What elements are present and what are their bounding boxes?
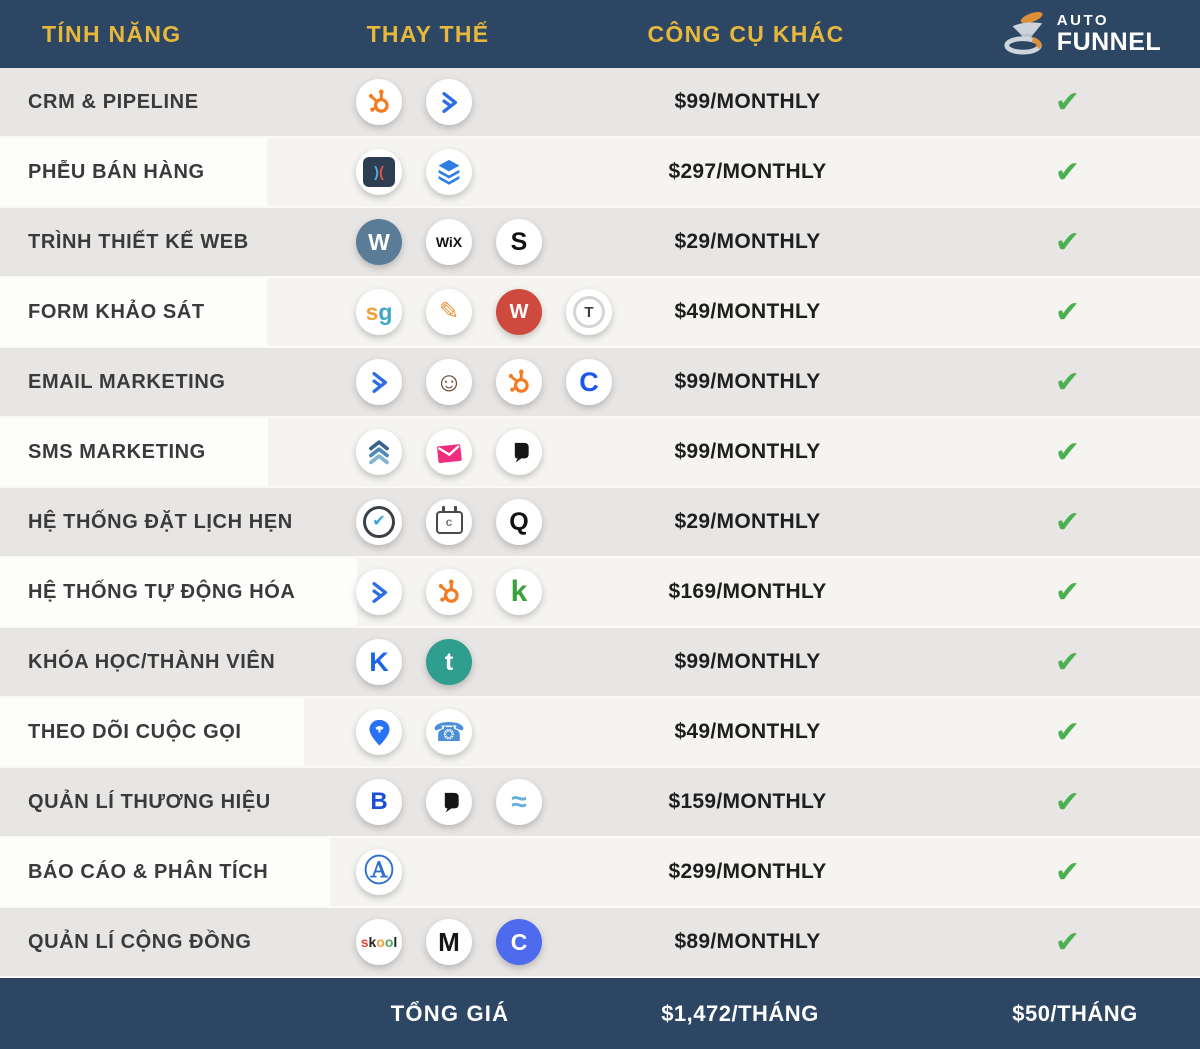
birdeye-icon: B <box>356 779 402 825</box>
feature-label: SMS MARKETING <box>28 440 206 463</box>
replacement-icons <box>350 208 620 276</box>
price-label: $99/MONTHLY <box>674 650 821 673</box>
price-label: $29/MONTHLY <box>674 510 821 533</box>
replacement-icons <box>350 838 620 906</box>
feature-label: THEO DÕI CUỘC GỌI <box>28 720 242 743</box>
wufoo-icon: W <box>496 289 542 335</box>
feature-label-band <box>0 278 267 346</box>
replacement-icons <box>350 908 620 976</box>
pink-envelope-icon <box>426 429 472 475</box>
table-row <box>0 628 1200 698</box>
table-row <box>0 348 1200 418</box>
price-label: $49/MONTHLY <box>674 720 821 743</box>
price-label: $89/MONTHLY <box>674 930 821 953</box>
table-row <box>0 698 1200 768</box>
feature-label: HỆ THỐNG TỰ ĐỘNG HÓA <box>28 580 296 603</box>
column-header-feature: TÍNH NĂNG <box>42 20 182 47</box>
feature-label-band <box>0 138 267 206</box>
total-label: TỔNG GIÁ <box>390 1000 510 1026</box>
circle-icon: C <box>496 919 542 965</box>
table-row <box>0 768 1200 838</box>
feature-label: QUẢN LÍ CỘNG ĐỒNG <box>28 930 252 953</box>
hubspot-icon <box>356 79 402 125</box>
hubspot-icon <box>496 359 542 405</box>
table-row <box>0 278 1200 348</box>
feature-label: FORM KHẢO SÁT <box>28 300 205 323</box>
acuity-q-icon: Q <box>496 499 542 545</box>
feature-label-band <box>0 68 261 136</box>
feature-label: EMAIL MARKETING <box>28 370 226 393</box>
check-icon: ✔ <box>1054 85 1081 119</box>
check-icon: ✔ <box>1054 715 1081 749</box>
price-label: $99/MONTHLY <box>674 370 821 393</box>
check-icon: ✔ <box>1054 435 1081 469</box>
funnel-logo-icon <box>999 9 1049 60</box>
table-row <box>0 488 1200 558</box>
teachable-icon: t <box>426 639 472 685</box>
replacement-icons <box>350 628 620 696</box>
hubspot-icon <box>426 569 472 615</box>
check-icon: ✔ <box>1054 155 1081 189</box>
column-header-other-tools: CÔNG CỤ KHÁC <box>647 20 845 47</box>
replacement-icons <box>350 278 620 346</box>
wordpress-icon: W <box>356 219 402 265</box>
activecampaign-icon <box>356 569 402 615</box>
keap-icon: k <box>496 569 542 615</box>
price-label: $29/MONTHLY <box>674 230 821 253</box>
feature-label-band <box>0 908 314 976</box>
triple-chevron-icon <box>356 429 402 475</box>
table-row <box>0 418 1200 488</box>
feature-label-band <box>0 768 333 836</box>
typeform-icon: T <box>566 289 612 335</box>
replacement-icons <box>350 698 620 766</box>
replacement-icons <box>350 418 620 486</box>
kajabi-icon: K <box>356 639 402 685</box>
setmore-check-icon: ✔ <box>356 499 402 545</box>
clickfunnels-icon: ) ( <box>356 149 402 195</box>
surveygizmo-icon: s g <box>356 289 402 335</box>
brand-logo <box>986 9 1200 60</box>
wix-icon: WiX <box>426 219 472 265</box>
feature-label: CRM & PIPELINE <box>28 90 199 113</box>
table-header <box>0 0 1200 68</box>
feature-label-band <box>0 488 355 556</box>
check-icon: ✔ <box>1054 295 1081 329</box>
logo-text <box>1057 13 1161 55</box>
podium-icon <box>496 429 542 475</box>
podium-icon <box>426 779 472 825</box>
price-label: $99/MONTHLY <box>674 440 821 463</box>
check-icon: ✔ <box>1054 365 1081 399</box>
replacement-icons <box>350 768 620 836</box>
callrail-pin-icon <box>356 709 402 755</box>
feature-label: PHỄU BÁN HÀNG <box>28 160 205 183</box>
skool-icon: s k o o l <box>356 919 402 965</box>
column-header-replacements: THAY THẾ <box>366 20 490 47</box>
price-label: $297/MONTHLY <box>668 160 827 183</box>
feature-label-band <box>0 348 288 416</box>
feature-label: QUẢN LÍ THƯƠNG HIỆU <box>28 790 271 813</box>
replacement-icons <box>350 348 620 416</box>
check-icon: ✔ <box>1054 505 1081 539</box>
leadpages-layers-icon <box>426 149 472 195</box>
feature-label-band <box>0 628 337 696</box>
logo-text-bottom: FUNNEL <box>1056 27 1162 56</box>
price-label: $299/MONTHLY <box>668 860 827 883</box>
feature-label: BÁO CÁO & PHÂN TÍCH <box>28 860 269 883</box>
table-row <box>0 138 1200 208</box>
feature-label: TRÌNH THIẾT KẾ WEB <box>28 230 249 253</box>
table-row <box>0 558 1200 628</box>
table-footer <box>0 978 1200 1049</box>
calendar-icon: c <box>426 499 472 545</box>
activecampaign-icon <box>356 359 402 405</box>
activecampaign-icon <box>426 79 472 125</box>
constant-contact-icon: C <box>566 359 612 405</box>
feature-label-band <box>0 208 311 276</box>
feature-label-band <box>0 838 330 906</box>
feature-label: KHÓA HỌC/THÀNH VIÊN <box>28 650 276 673</box>
quill-pen-icon: ✎ <box>426 289 472 335</box>
check-icon: ✔ <box>1054 855 1081 889</box>
logo-text-top: AUTO <box>1056 12 1110 29</box>
feature-label-band <box>0 418 268 486</box>
replacement-icons <box>350 138 620 206</box>
squarespace-icon: S <box>496 219 542 265</box>
feature-label-band <box>0 558 357 626</box>
feature-label-band <box>0 698 304 766</box>
price-label: $49/MONTHLY <box>674 300 821 323</box>
table-rows <box>0 68 1200 978</box>
replacement-icons <box>350 558 620 626</box>
check-icon: ✔ <box>1054 925 1081 959</box>
calltracking-phone-icon: ☎ <box>426 709 472 755</box>
other-tools-total: $1,472/THÁNG <box>661 1000 819 1026</box>
price-label: $169/MONTHLY <box>668 580 827 603</box>
mailchimp-icon: ☺ <box>426 359 472 405</box>
swoosh-icon: ≈ <box>496 779 542 825</box>
replacement-icons <box>350 68 620 136</box>
table-row <box>0 908 1200 978</box>
price-label: $99/MONTHLY <box>674 90 821 113</box>
replacement-icons <box>350 488 620 556</box>
table-row <box>0 68 1200 138</box>
mighty-networks-icon: M <box>426 919 472 965</box>
check-icon: ✔ <box>1054 575 1081 609</box>
check-icon: ✔ <box>1054 645 1081 679</box>
check-icon: ✔ <box>1054 785 1081 819</box>
agencyanalytics-icon: Ⓐ <box>356 849 402 895</box>
feature-label: HỆ THỐNG ĐẶT LỊCH HẸN <box>28 510 293 533</box>
price-label: $159/MONTHLY <box>668 790 827 813</box>
check-icon: ✔ <box>1054 225 1081 259</box>
table-row <box>0 838 1200 908</box>
autofunnel-total: $50/THÁNG <box>1012 1000 1138 1026</box>
table-row <box>0 208 1200 278</box>
